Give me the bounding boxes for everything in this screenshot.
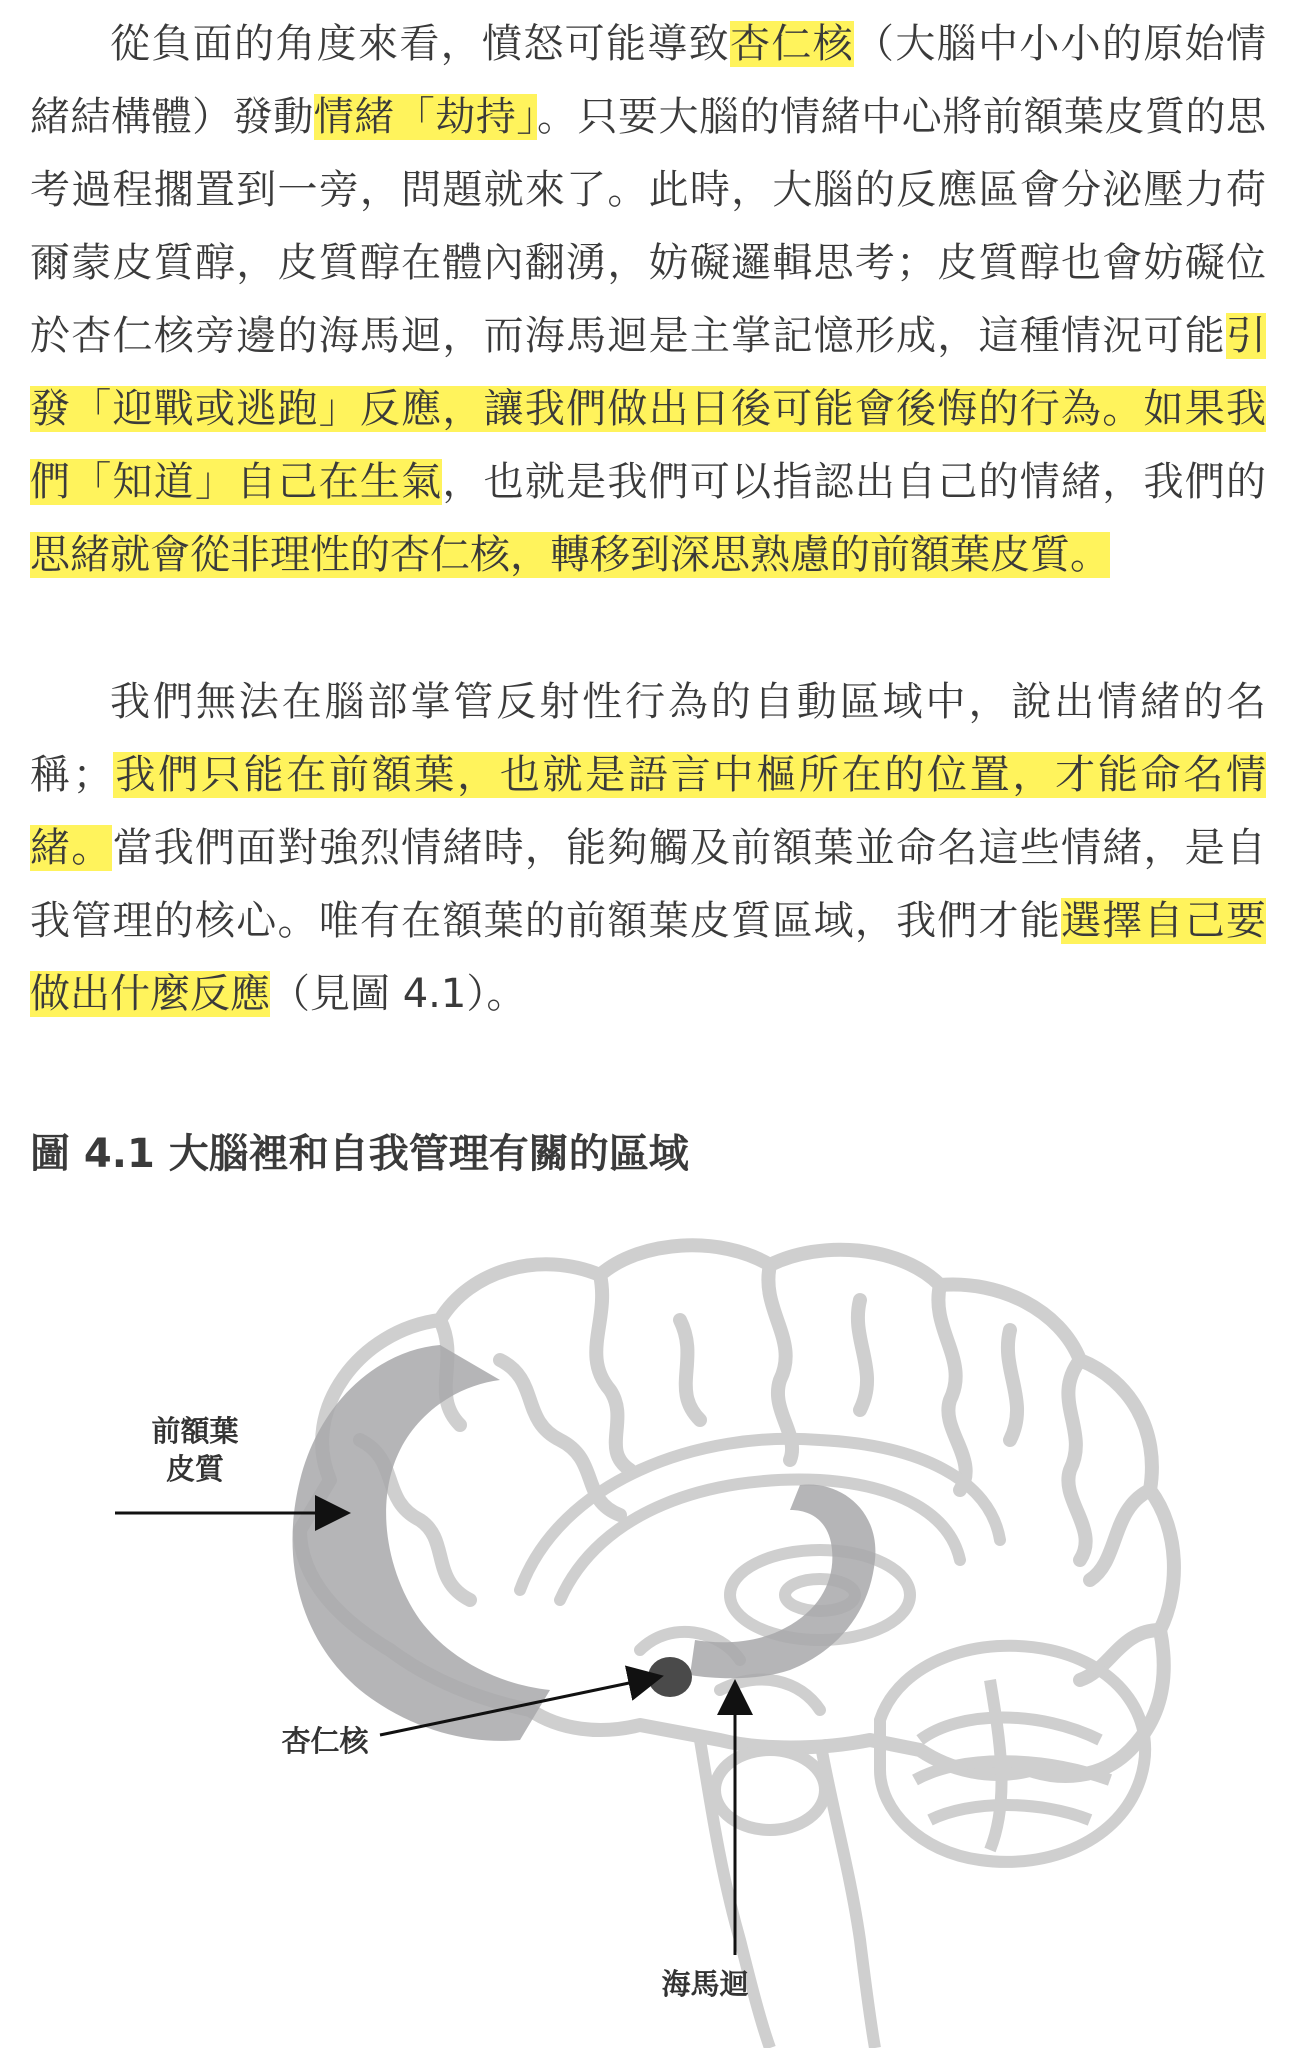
- prefrontal-label: 前額葉 皮質: [151, 1414, 239, 1486]
- figure-title: 圖 4.1 大腦裡和自我管理有關的區域: [30, 1131, 689, 1177]
- highlight: 思緒就會從非理性的杏仁核，轉移到深思熟慮的前額葉皮質。: [30, 532, 1110, 578]
- highlight: 如果我們「知道」自己在生氣: [30, 386, 1267, 505]
- amygdala-label: 杏仁核: [281, 1724, 369, 1758]
- hippocampus-region: [690, 1484, 875, 1678]
- highlight: 杏仁核: [730, 21, 854, 67]
- paragraph-2: 我們無法在腦部掌管反射性行為的自動區域中，說出情緒的名稱；我們只能在前額葉，也就是語言中樞所在的位置，才能命名情緒。當我們面對強烈情緒時，能夠觸及前額葉並命名這些情緒，是自我管理的核心。唯有在額葉的前額葉皮質區域，我們才能選擇自己要做出什麼反應（見圖 4.1）。: [30, 679, 1267, 1017]
- brain-figure: [0, 1180, 1294, 2048]
- highlight: 選擇自己要做出什麼反應: [30, 898, 1267, 1017]
- hippocampus-label: 海馬迴: [661, 1967, 749, 2001]
- highlight: 引發「迎戰或逃跑」反應，讓我們做出日後可能會後悔的行為。: [30, 313, 1266, 432]
- paragraph-1: 從負面的角度來看，憤怒可能導致杏仁核（大腦中小小的原始情緒結構體）發動情緒「劫持」。只要大腦的情緒中心將前額葉皮質的思考過程擱置到一旁，問題就來了。此時，大腦的反應區會分泌壓力荷爾蒙皮質醇，皮質醇在體內翻湧，妨礙邏輯思考；皮質醇也會妨礙位於杏仁核旁邊的海馬迴，而海馬迴是主掌記憶形成，這種情況可能引發「迎戰或逃跑」反應，讓我們做出日後可能會後悔的行為。如果我們「知道」自己在生氣，也就是我們可以指認出自己的情緒，我們的思緒就會從非理性的杏仁核，轉移到深思熟慮的前額葉皮質。: [30, 21, 1267, 578]
- brain-diagram: [0, 1180, 1294, 2048]
- highlight: 情緒「劫持」: [313, 94, 537, 140]
- highlight: 我們只能在前額葉，也就是語言中樞所在的位置，才能命名情緒。: [30, 752, 1267, 871]
